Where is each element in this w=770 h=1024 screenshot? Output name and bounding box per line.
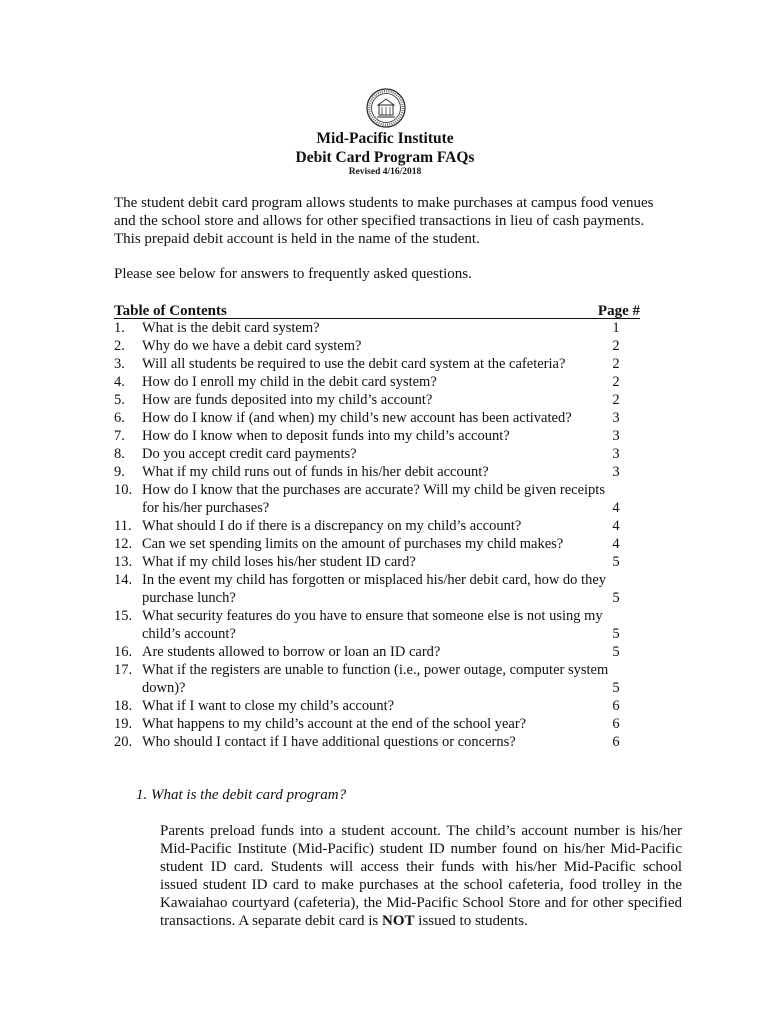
toc-item [114,445,640,463]
toc-item-question: What security features do you have to ensure that someone else is not using my child’s account? [142,608,603,642]
toc-header [114,302,640,319]
toc-item [114,715,640,733]
toc-item-number: 5. [114,392,125,408]
toc-item-page: 3 [612,428,620,444]
toc-item-number: 8. [114,446,125,462]
see-below-paragraph: Please see below for answers to frequently asked questions. [114,266,472,282]
toc-item-page: 4 [612,536,620,552]
toc-item-question: How are funds deposited into my child’s account? [142,392,433,408]
institution-title: Mid-Pacific Institute [316,130,454,147]
toc-item-page: 5 [612,644,620,660]
toc-item-number: 6. [114,410,125,426]
toc-item-question: Do you accept credit card payments? [142,446,357,462]
toc-item-page: 3 [612,464,620,480]
toc-item-number: 17. [114,662,133,678]
faq1-heading: 1. What is the debit card program? [136,787,347,803]
toc-item-question: How do I know if (and when) my child’s new account has been activated? [142,410,572,426]
toc-item-number: 2. [114,338,125,354]
faq1-answer-tail: issued to students. [414,913,528,929]
toc-item [114,319,640,337]
toc-item-question: Will all students be required to use the debit card system at the cafeteria? [142,356,566,372]
toc-item [114,535,640,553]
toc-item-number: 18. [114,698,133,714]
toc-item-page: 5 [612,590,620,606]
faq1-answer [160,822,682,930]
toc-item-page: 5 [612,626,620,642]
toc-item-question: How do I enroll my child in the debit card system? [142,374,437,390]
toc-item-page: 1 [612,320,620,336]
school-seal-icon [366,88,406,128]
toc-item [114,607,640,643]
toc-item-question: What if the registers are unable to function (i.e., power outage, computer system down)? [142,662,609,696]
toc-item [114,481,640,517]
toc-item-question: What happens to my child’s account at the end of the school year? [142,716,527,732]
toc-item-question: What is the debit card system? [142,320,320,336]
toc-item-page: 3 [612,410,620,426]
toc-item-page: 2 [612,356,620,372]
toc-page-heading: Page # [597,303,640,319]
toc-item-page: 6 [612,716,620,732]
faq1-answer-emphasis: NOT [382,913,415,929]
toc-item [114,355,640,373]
toc-item-question: What should I do if there is a discrepancy on my child’s account? [142,518,522,534]
toc-heading: Table of Contents [114,303,227,319]
toc-item-number: 4. [114,374,125,390]
table-of-contents [114,319,640,751]
toc-item-page: 5 [612,680,620,696]
toc-item-question: Who should I contact if I have additional questions or concerns? [142,734,516,750]
toc-item-number: 19. [114,716,133,732]
toc-item-page: 3 [612,446,620,462]
toc-item-number: 9. [114,464,125,480]
revision-date: Revised 4/16/2018 [348,167,422,177]
toc-item-page: 6 [612,734,620,750]
toc-item-number: 20. [114,734,133,750]
toc-item-number: 13. [114,554,133,570]
faq1-answer-text: Parents preload funds into a student account. The child’s account number is his/her Mid-Pacific Institute (Mid-Pacific) student ID number found on his/her Mid-Pacific student ID card. Students will access their funds with his/her Mid-Pacific school issued student ID card to make purchases at the school cafeteria, food trolley in the Kawaiahao courtyard (cafeteria), the Mid-Pacific School Store and for other specified transactions. A separate debit card is [160,823,682,929]
toc-item-number: 14. [114,572,133,588]
toc-item-question: How do I know that the purchases are accurate? Will my child be given receipts for his/her purchases? [142,482,605,516]
toc-item [114,697,640,715]
toc-item-question: Are students allowed to borrow or loan an ID card? [142,644,441,660]
toc-item-number: 1. [114,320,125,336]
toc-item [114,373,640,391]
toc-item-question: What if I want to close my child’s account? [142,698,395,714]
toc-item-question: Can we set spending limits on the amount of purchases my child makes? [142,536,564,552]
toc-item-question: What if my child loses his/her student ID card? [142,554,416,570]
toc-item-page: 2 [612,392,620,408]
toc-item [114,571,640,607]
toc-item-number: 10. [114,482,133,498]
toc-item-page: 2 [612,338,620,354]
toc-item-question: In the event my child has forgotten or misplaced his/her debit card, how do they purchase lunch? [142,572,607,606]
toc-item [114,409,640,427]
toc-item [114,661,640,697]
toc-item-question: What if my child runs out of funds in his/her debit account? [142,464,489,480]
toc-item-number: 15. [114,608,133,624]
toc-item [114,733,640,751]
toc-item [114,643,640,661]
toc-item [114,337,640,355]
toc-item-number: 12. [114,536,133,552]
toc-item-page: 5 [612,554,620,570]
toc-item-number: 3. [114,356,125,372]
toc-item-question: How do I know when to deposit funds into my child’s account? [142,428,510,444]
document-title: Debit Card Program FAQs [295,149,475,166]
toc-item-number: 7. [114,428,125,444]
toc-item-question: Why do we have a debit card system? [142,338,362,354]
toc-item-page: 4 [612,500,620,516]
toc-item [114,553,640,571]
toc-item-page: 6 [612,698,620,714]
toc-item-page: 2 [612,374,620,390]
toc-item-number: 16. [114,644,133,660]
toc-item [114,517,640,535]
toc-item [114,463,640,481]
toc-item [114,427,640,445]
intro-paragraph: The student debit card program allows students to make purchases at campus food venues and the school store and allows for other specified transactions in lieu of cash payments. This prepaid debit account is held in the name of the student. [114,195,654,247]
toc-item [114,391,640,409]
toc-item-number: 11. [114,518,132,534]
toc-item-page: 4 [612,518,620,534]
